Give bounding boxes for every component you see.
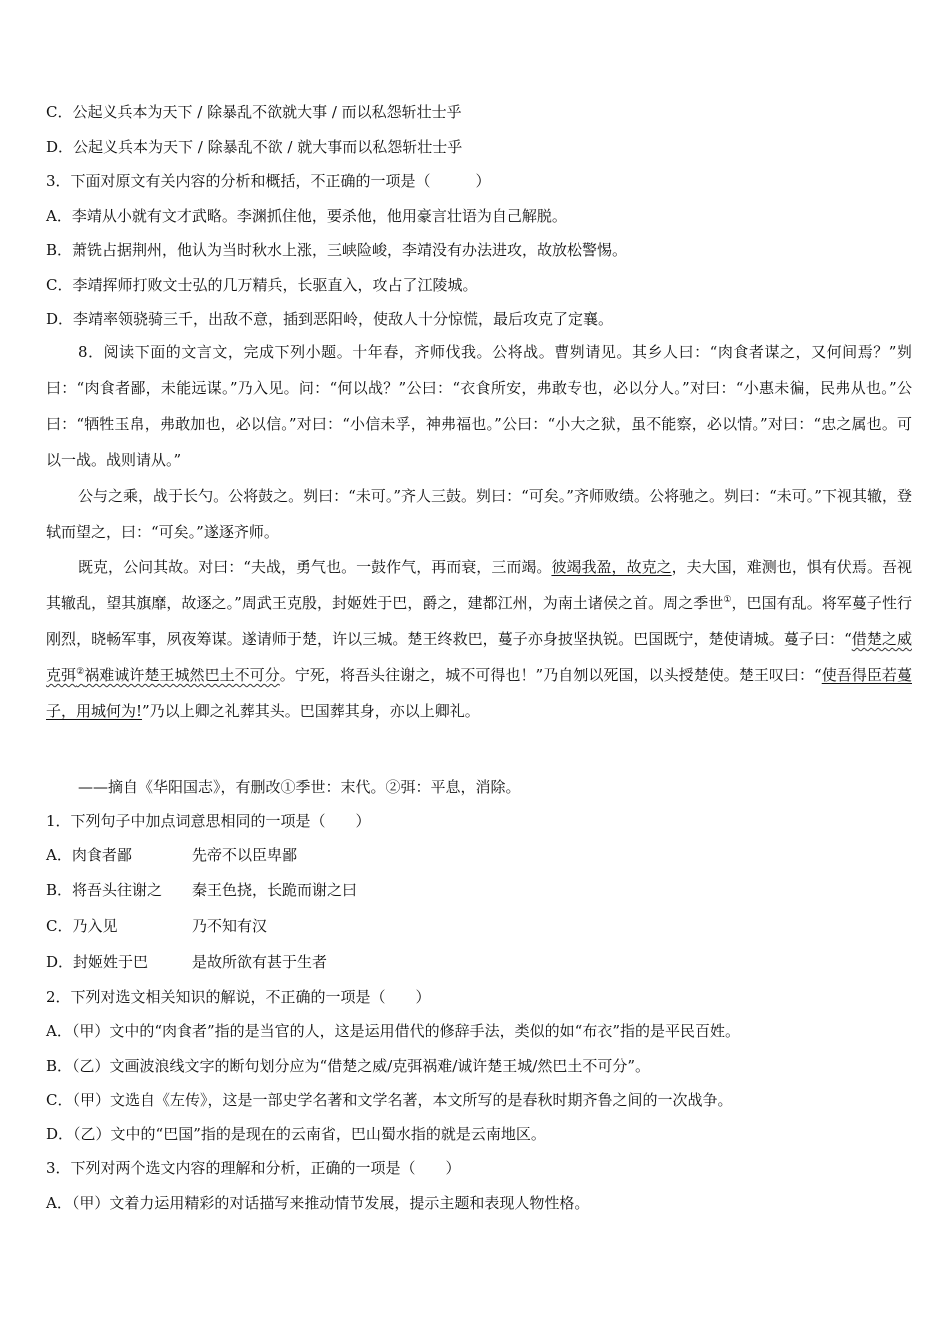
prev-question-3-option-d: D．李靖率领骁骑三千，出敌不意，插到恶阳岭，使敌人十分惊慌，最后攻克了定襄。 [46,310,614,328]
question-1-stem: 1．下列句子中加点词意思相同的一项是（ ） [46,812,371,830]
passage-paragraph-1: 8．阅读下面的文言文，完成下列小题。十年春，齐师伐我。公将战。曹刿请见。其乡人曰：“肉食者谋之，又何间焉？”刿曰：“肉食者鄙，未能远谋。”乃入见。问：“何以战？”公曰：“衣食所安，弗敢专也，必以分人。”对曰：“小惠未徧，民弗从也。”公曰：“牺牲玉帛，弗敢加也，必以信。”对曰：“小信未孚，神弗福也。”公曰：“小大之狱，虽不能察，必以情。”对曰：“忠之属也。可以一战。战则请从。” [46,343,912,469]
question-1-option-a: A．肉食者鄙 先帝不以臣卑鄙 [46,846,298,864]
question-1-option-d: D．封姬姓于巴 是故所欲有甚于生者 [46,953,328,971]
prev-question-3-stem: 3．下面对原文有关内容的分析和概括，不正确的一项是（ ） [46,172,491,190]
question-2-option-c: C．（甲）文选自《左传》，这是一部史学名著和文学名著，本文所写的是春秋时期齐鲁之间的一次战争。 [46,1091,733,1109]
prev-question-3-option-a: A．李靖从小就有文才武略。李渊抓住他，要杀他，他用豪言壮语为自己解脱。 [46,207,567,225]
prev-question-3-option-c: C．李靖挥师打败文士弘的几万精兵，长驱直入，攻占了江陵城。 [46,276,478,294]
question-2-option-a: A．（甲）文中的“肉食者”指的是当官的人，这是运用借代的修辞手法，类似的如“布衣”指的是平民百姓。 [46,1022,741,1040]
footnote-marker-2: ② [76,667,85,677]
question-3-option-a: A．（甲）文着力运用精彩的对话描写来推动情节发展，提示主题和表现人物性格。 [46,1194,590,1212]
prev-question-3-option-b: B．萧铣占据荆州，他认为当时秋水上涨，三峡险峻，李靖没有办法进攻，故放松警惕。 [46,241,628,259]
question-1-option-c: C．乃入见 乃不知有汉 [46,917,268,935]
underlined-sentence-2: 使吾得臣若蔓子，用城何为! [46,666,912,720]
passage-paragraph-2: 公与之乘，战于长勺。公将鼓之。刿曰：“未可。”齐人三鼓。刿曰：“可矣。”齐师败绩。公将驰之。刿曰：“未可。”下视其辙，登轼而望之，曰：“可矣。”遂逐齐师。 [46,487,912,541]
question-2-option-d: D．（乙）文中的“巴国”指的是现在的云南省，巴山蜀水指的就是云南地区。 [46,1125,546,1143]
question-3-stem: 3．下列对两个选文内容的理解和分析，正确的一项是（ ） [46,1159,461,1177]
underlined-sentence-1: 彼竭我盈，故克之 [551,558,672,576]
prev-option-d: D．公起义兵本为天下 / 除暴乱不欲 / 就大事而以私怨斩壮士乎 [46,138,463,156]
question-1-option-b: B．将吾头往谢之 秦王色挠，长跪而谢之曰 [46,881,358,899]
passage-paragraph-3: 既克，公问其故。对曰：“夫战，勇气也。一鼓作气，再而衰，三而竭。彼竭我盈，故克之，夫大国，难测也，惧有伏焉。吾视其辙乱，望其旗靡，故逐之。”周武王克殷，封姬姓于巴，爵之，建都江州，为南土诸侯之首。周之季世①，巴国有乱。将军蔓子性行刚烈，晓畅军事，夙夜筹谋。遂请师于楚，许以三城。楚王终救巴，蔓子亦身披坚执锐。巴国既宁，楚使请城。蔓子曰：“借楚之威克弭②祸难诚许楚王城然巴土不可分。宁死，将吾头往谢之，城不可得也！”乃自刎以死国，以头授楚使。楚王叹曰：“使吾得臣若蔓子，用城何为!”乃以上卿之礼葬其头。巴国葬其身，亦以上卿礼。 [46,558,912,720]
prev-option-c: C．公起义兵本为天下 / 除暴乱不欲就大事 / 而以私怨斩壮士乎 [46,103,462,121]
question-2-option-b: B．（乙）文画波浪线文字的断句划分应为“借楚之威/克弭祸难/诚许楚王城/然巴土不可分”。 [46,1057,651,1075]
passage-source-note: ——摘自《华阳国志》，有删改①季世：末代。②弭：平息，消除。 [78,778,521,796]
footnote-marker-1: ① [723,595,732,605]
wavy-underlined-sentence: 借楚之威克弭②祸难诚许楚王城然巴土不可分 [46,630,912,684]
question-2-stem: 2．下列对选文相关知识的解说，不正确的一项是（ ） [46,988,431,1006]
